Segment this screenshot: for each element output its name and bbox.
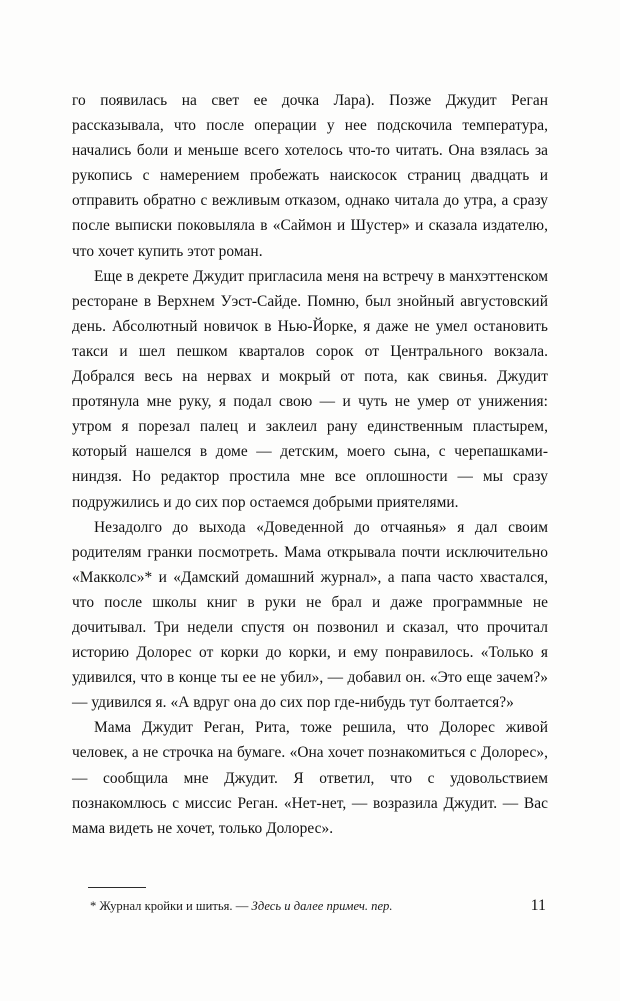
- footnote-italic-text: Здесь и далее примеч. пер.: [251, 899, 393, 913]
- paragraph: Незадолго до выхода «Доведенной до отчаянья» я дал своим родителям гранки посмотреть. Мама открывала почти исключительно «Макколс»* и «Дамский домашний журнал», а папа часто хвастался, что после школы книг в руки не брал и даже программные не дочитывал. Три недели спустя он позвонил и сказал, что прочитал историю Долорес от корки до корки, и ему понравилось. «Только я удивился, что в конце ты ее не убил», — добавил он. «Это еще зачем?» — удивился я. «А вдруг она до сих пор где-нибудь тут болтается?»: [72, 518, 548, 712]
- page-number: 11: [530, 897, 546, 914]
- footnote-plain-text: Журнал кройки и шитья. —: [99, 899, 252, 913]
- page-body: [72, 88, 548, 841]
- footnote-marker: *: [90, 899, 97, 913]
- paragraph: го появилась на свет ее дочка Лара). Позже Джудит Реган рассказывала, что после операции у нее подскочила температура, начались боли и меньше всего хотелось что-то читать. Она взялась за рукопись с намерением пробежать наискосок страниц двадцать и отправить обратно с вежливым отказом, однако читала до утра, а сразу после выписки поковыляла в «Саймон и Шустер» и сказала издателю, что хочет купить этот роман.: [72, 92, 548, 260]
- paragraph: Мама Джудит Реган, Рита, тоже решила, что Долорес живой человек, а не строчка на бумаге. «Она хочет познакомиться с Долорес», — сообщила мне Джудит. Я ответил, что с удовольствием познакомлюсь с миссис Реган. «Нет-нет, — возразила Джудит. — Вас мама видеть не хочет, только Долорес».: [72, 719, 548, 837]
- footnote-row: [72, 897, 548, 915]
- footnote-text: [72, 898, 393, 915]
- footnote-separator-rule: [88, 887, 146, 888]
- paragraph: Еще в декрете Джудит пригласила меня на встречу в манхэттенском ресторане в Верхнем Уэст-Сайде. Помню, был знойный августовский день. Абсолютный новичок в Нью-Йорке, я даже не умел остановить такси и шел пешком кварталов сорок от Центрального вокзала. Добрался весь на нервах и мокрый от пота, как свинья. Джудит протянула мне руку, я подал свою — и чуть не умер от унижения: утром я порезал палец и заклеил рану единственным пластырем, который нашелся в доме — детским, моего сына, с черепашками-ниндзя. Но редактор простила мне все оплошности — мы сразу подружились и до сих пор остаемся добрыми приятелями.: [72, 267, 548, 511]
- footnote-area: [72, 887, 548, 915]
